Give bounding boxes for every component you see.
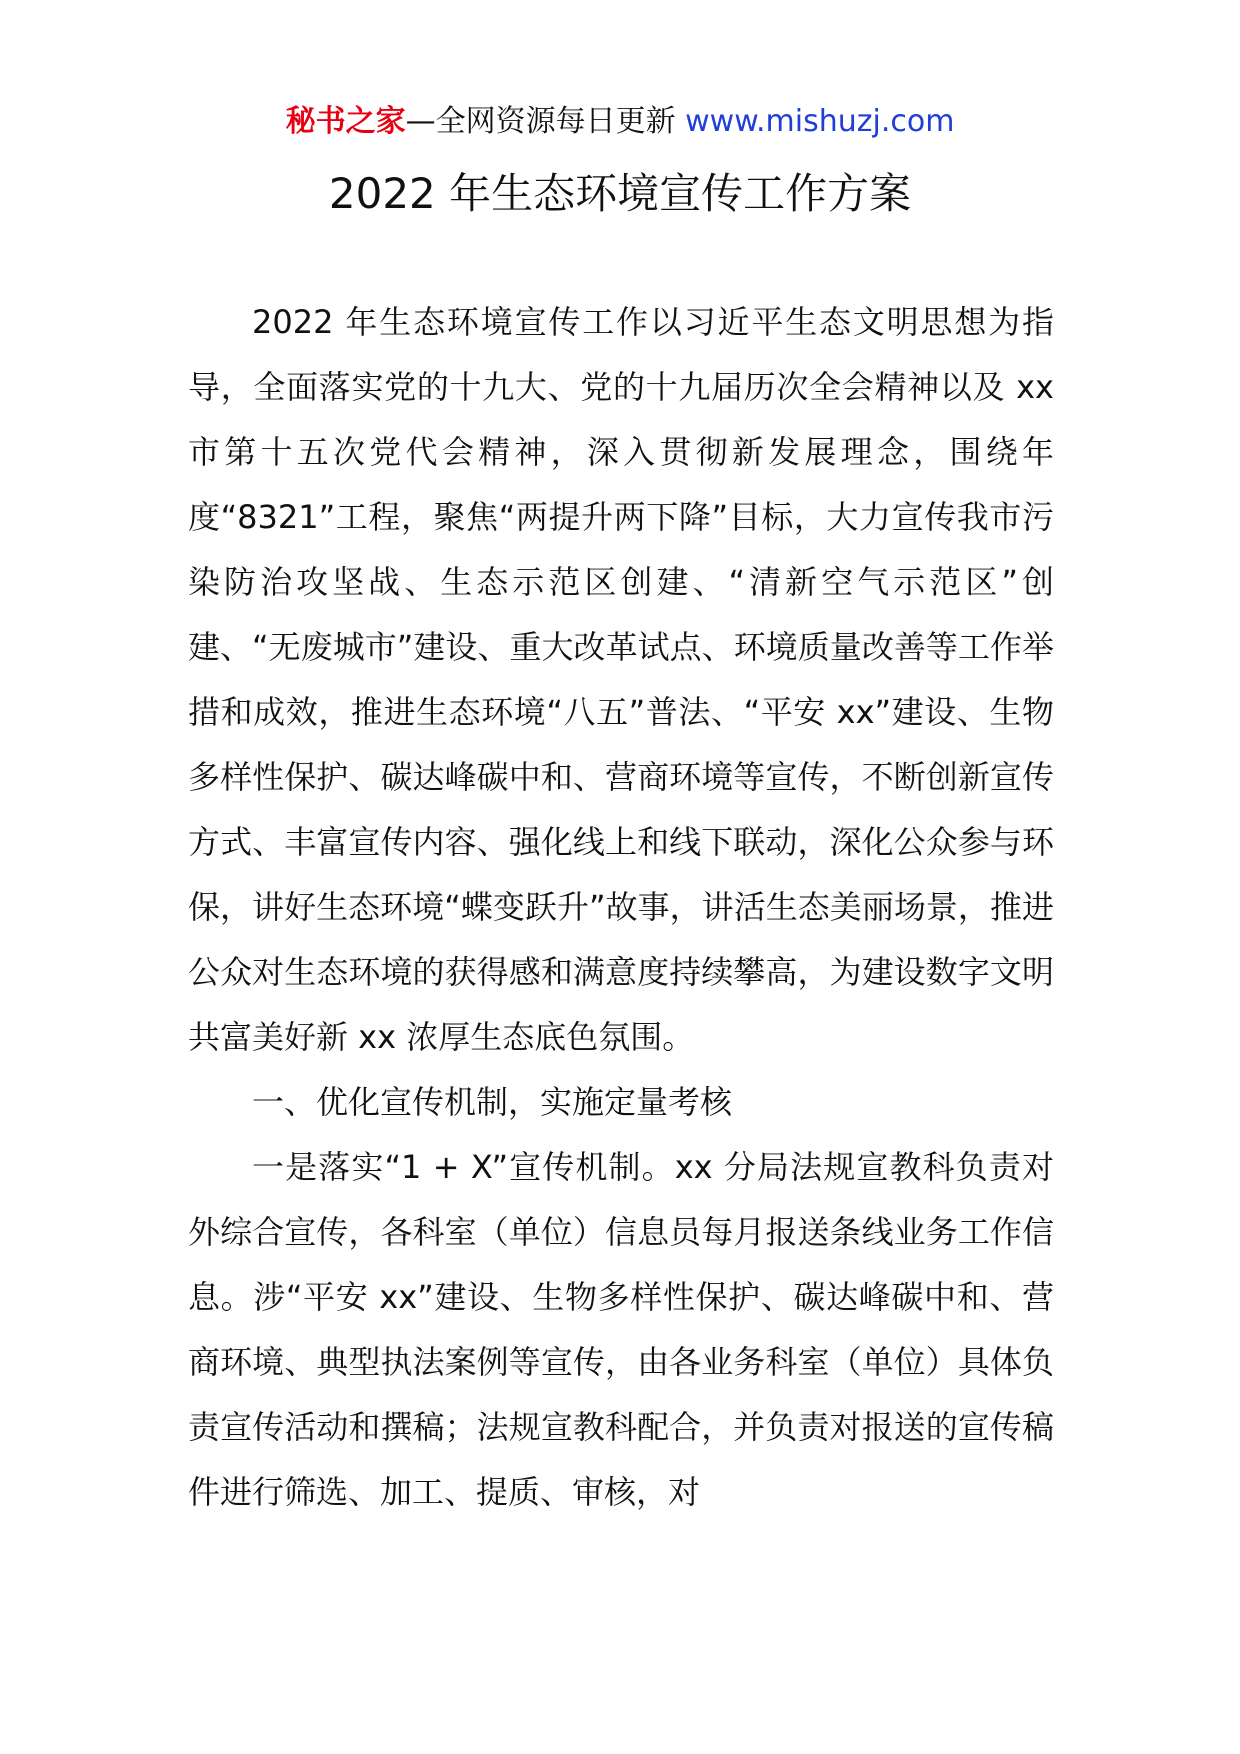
intro-paragraph: 2022 年生态环境宣传工作以习近平生态文明思想为指导，全面落实党的十九大、党的十九届历次全会精神以及 xx 市第十五次党代会精神，深入贯彻新发展理念，围绕年度“8321”工程，聚焦“两提升两下降”目标，大力宣传我市污染防治攻坚战、生态示范区创建、“清新空气示范区”创建、“无废城市”建设、重大改革试点、环境质量改善等工作举措和成效，推进生态环境“八五”普法、“平安 xx”建设、生物多样性保护、碳达峰碳中和、营商环境等宣传，不断创新宣传方式、丰富宣传内容、强化线上和线下联动，深化公众参与环保，讲好生态环境“蝶变跃升”故事，讲活生态美丽场景，推进公众对生态环境的获得感和满意度持续攀高，为建设数字文明共富美好新 xx 浓厚生态底色氛围。: [188, 303, 1054, 1056]
document-title: 2022 年生态环境宣传工作方案: [328, 169, 912, 218]
document-body: [188, 290, 1054, 1525]
banner-url-link[interactable]: www.mishuzj.com: [685, 104, 955, 139]
banner-brand: 秘书之家: [285, 104, 406, 139]
section-paragraph: 一是落实“1 + X”宣传机制。xx 分局法规宣教科负责对外综合宣传，各科室（单位）信息员每月报送条线业务工作信息。涉“平安 xx”建设、生物多样性保护、碳达峰碳中和、营商环境、典型执法案例等宣传，由各业务科室（单位）具体负责宣传活动和撰稿；法规宣教科配合，并负责对报送的宣传稿件进行筛选、加工、提质、审核，对: [188, 1148, 1054, 1511]
section-heading: 一、优化宣传机制，实施定量考核: [252, 1083, 733, 1121]
banner-slogan: —全网资源每日更新: [405, 104, 676, 139]
site-banner: [0, 100, 1240, 144]
